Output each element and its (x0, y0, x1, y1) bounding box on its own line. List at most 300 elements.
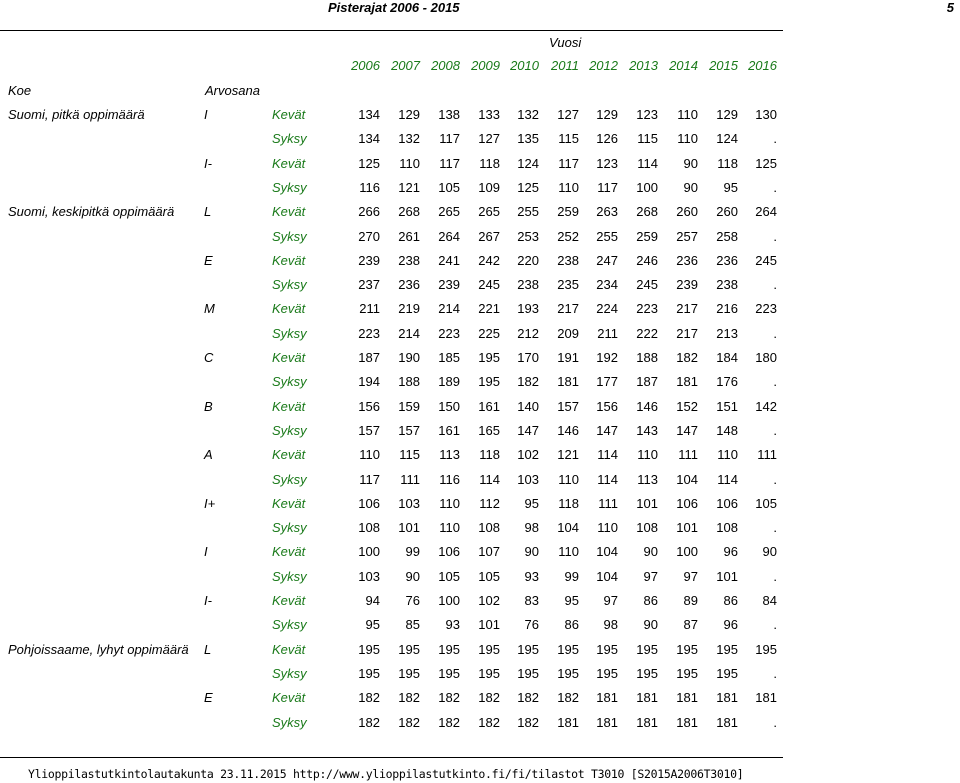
grade-label: I- (204, 155, 212, 171)
score-cell: 110 (359, 447, 380, 463)
score-cell: 114 (479, 471, 500, 487)
score-cell: 101 (398, 520, 420, 536)
score-cell: 100 (636, 179, 658, 195)
score-cell: 221 (478, 301, 500, 317)
term-label: Kevät (272, 544, 306, 560)
score-cell: 267 (478, 228, 500, 244)
score-cell: 245 (478, 277, 500, 293)
score-cell: 263 (596, 204, 618, 220)
table-row (0, 201, 783, 225)
table-row (0, 420, 783, 444)
score-cell: 195 (478, 374, 500, 390)
score-cell: 135 (517, 131, 539, 147)
score-cell: 140 (517, 398, 539, 414)
score-cell: . (773, 471, 777, 487)
score-cell: 181 (557, 374, 579, 390)
year-header-row (0, 58, 783, 76)
score-cell: 105 (755, 495, 777, 511)
score-cell: 182 (358, 690, 380, 706)
score-cell: 103 (517, 471, 539, 487)
score-cell: 100 (358, 544, 380, 560)
table-row (0, 323, 783, 347)
score-cell: 217 (557, 301, 579, 317)
score-cell: 116 (439, 471, 460, 487)
table-row (0, 493, 783, 517)
score-cell: 85 (405, 617, 420, 633)
score-cell: 124 (517, 155, 539, 171)
score-cell: 147 (596, 422, 618, 438)
score-cell: 110 (677, 107, 698, 122)
score-cell: 211 (359, 301, 380, 317)
score-cell: 235 (557, 277, 579, 293)
score-cell: . (773, 665, 777, 681)
score-cell: 90 (683, 155, 698, 171)
table-row (0, 153, 783, 177)
score-cell: 170 (517, 350, 539, 365)
score-cell: 146 (636, 398, 658, 414)
score-cell: 266 (358, 204, 380, 220)
grade-label: C (204, 350, 214, 365)
score-cell: . (773, 520, 777, 536)
term-label: Syksy (272, 520, 307, 536)
score-cell: 238 (716, 277, 738, 293)
table-row (0, 663, 783, 687)
score-cell: 103 (398, 495, 420, 511)
term-label: Syksy (272, 617, 307, 633)
score-cell: . (773, 374, 777, 390)
score-cell: 177 (596, 374, 618, 390)
table-row (0, 541, 783, 565)
table-row (0, 444, 783, 468)
grade-label: L (204, 204, 212, 220)
score-cell: 214 (398, 325, 420, 341)
score-cell: 117 (558, 155, 579, 171)
score-cell: 195 (478, 641, 500, 657)
score-cell: 241 (438, 252, 460, 268)
score-cell: 255 (596, 228, 618, 244)
score-cell: 93 (524, 568, 539, 584)
score-cell: 182 (438, 714, 460, 730)
score-cell: 118 (558, 495, 579, 511)
score-cell: 195 (636, 665, 658, 681)
score-cell: 100 (438, 593, 460, 608)
score-cell: 108 (358, 520, 380, 536)
score-cell: 239 (358, 252, 380, 268)
score-cell: 87 (683, 617, 698, 633)
score-cell: 114 (597, 471, 618, 487)
score-cell: 96 (723, 544, 738, 560)
table-row (0, 469, 783, 493)
score-cell: 111 (598, 495, 618, 511)
score-cell: 110 (558, 471, 579, 487)
term-label: Kevät (272, 641, 306, 657)
term-label: Kevät (272, 301, 306, 317)
score-cell: 157 (557, 398, 579, 414)
score-cell: 108 (636, 520, 658, 536)
score-cell: 181 (557, 714, 579, 730)
score-cell: 117 (439, 131, 460, 147)
year-header-2007: 2007 (391, 58, 420, 73)
score-cell: 195 (755, 641, 777, 657)
year-header-2015: 2015 (709, 58, 738, 73)
term-label: Kevät (272, 155, 306, 171)
grade-label: E (204, 690, 213, 706)
score-cell: 105 (478, 568, 500, 584)
score-cell: 97 (643, 568, 658, 584)
page-number: 5 (946, 0, 954, 15)
score-cell: 100 (676, 544, 698, 560)
score-cell: 161 (478, 398, 500, 414)
score-cell: 159 (398, 398, 420, 414)
term-label: Kevät (272, 447, 306, 463)
score-cell: 129 (596, 107, 618, 122)
score-cell: 252 (557, 228, 579, 244)
score-cell: 103 (358, 568, 380, 584)
score-cell: 110 (439, 520, 460, 536)
score-cell: 181 (636, 714, 658, 730)
score-cell: 130 (755, 107, 777, 122)
grade-label: E (204, 252, 213, 268)
score-cell: 182 (517, 690, 539, 706)
score-cell: 268 (398, 204, 420, 220)
grade-label: I- (204, 593, 212, 608)
score-cell: 95 (564, 593, 579, 608)
score-cell: 102 (517, 447, 539, 463)
year-header-2014: 2014 (669, 58, 698, 73)
score-cell: . (773, 617, 777, 633)
score-cell: 245 (755, 252, 777, 268)
term-label: Syksy (272, 422, 307, 438)
score-cell: 182 (438, 690, 460, 706)
year-group-label: Vuosi (549, 35, 582, 50)
score-cell: 104 (676, 471, 698, 487)
score-cell: 95 (365, 617, 380, 633)
score-cell: 193 (517, 301, 539, 317)
score-cell: 270 (358, 228, 380, 244)
score-cell: 83 (524, 593, 539, 608)
score-cell: 132 (517, 107, 539, 122)
term-label: Kevät (272, 690, 306, 706)
score-cell: 133 (478, 107, 500, 122)
score-cell: 152 (676, 398, 698, 414)
page-title: Pisterajat 2006 - 2015 (328, 0, 460, 15)
score-cell: 129 (716, 107, 738, 122)
score-cell: 84 (762, 593, 777, 608)
score-cell: 101 (676, 520, 698, 536)
score-cell: 195 (478, 665, 500, 681)
year-header-2009: 2009 (471, 58, 500, 73)
term-label: Kevät (272, 495, 306, 511)
score-cell: 90 (683, 179, 698, 195)
score-cell: 110 (439, 495, 460, 511)
year-header-2010: 2010 (510, 58, 539, 73)
score-cell: 192 (596, 350, 618, 365)
score-cell: 234 (596, 277, 618, 293)
score-cell: 265 (478, 204, 500, 220)
score-cell: 90 (762, 544, 777, 560)
score-cell: 189 (438, 374, 460, 390)
score-cell: 156 (596, 398, 618, 414)
score-cell: 106 (676, 495, 698, 511)
term-label: Syksy (272, 714, 307, 730)
score-cell: 245 (636, 277, 658, 293)
score-cell: 237 (358, 277, 380, 293)
score-cell: 187 (358, 350, 380, 365)
term-label: Syksy (272, 665, 307, 681)
score-cell: 213 (716, 325, 738, 341)
score-cell: 182 (517, 714, 539, 730)
score-cell: 126 (596, 131, 618, 147)
score-cell: 146 (557, 422, 579, 438)
score-cell: 132 (398, 131, 420, 147)
score-cell: 105 (438, 568, 460, 584)
score-cell: 187 (636, 374, 658, 390)
score-cell: 239 (676, 277, 698, 293)
score-cell: 195 (716, 665, 738, 681)
score-cell: 86 (643, 593, 658, 608)
score-cell: 253 (517, 228, 539, 244)
score-cell: 216 (716, 301, 738, 317)
score-cell: 239 (438, 277, 460, 293)
score-cell: 104 (596, 568, 618, 584)
score-cell: 220 (517, 252, 539, 268)
table-row (0, 517, 783, 541)
score-cell: 116 (359, 179, 380, 195)
table-row (0, 226, 783, 250)
score-cell: 76 (524, 617, 539, 633)
score-cell: 95 (524, 495, 539, 511)
exam-name: Suomi, pitkä oppimäärä (8, 107, 145, 122)
score-cell: 107 (478, 544, 500, 560)
score-cell: 94 (365, 593, 380, 608)
score-cell: 259 (636, 228, 658, 244)
score-cell: 97 (683, 568, 698, 584)
score-cell: 257 (676, 228, 698, 244)
score-cell: 109 (478, 179, 500, 195)
table-row (0, 250, 783, 274)
score-cell: 223 (358, 325, 380, 341)
score-cell: 113 (439, 447, 460, 463)
score-cell: . (773, 422, 777, 438)
score-cell: 182 (478, 714, 500, 730)
score-cell: 195 (438, 665, 460, 681)
score-cell: 264 (755, 204, 777, 220)
score-cell: 90 (643, 544, 658, 560)
score-cell: 142 (755, 398, 777, 414)
score-cell: 101 (636, 495, 658, 511)
score-cell: 123 (596, 155, 618, 171)
score-cell: 195 (557, 665, 579, 681)
term-label: Kevät (272, 593, 306, 608)
score-cell: 110 (637, 447, 658, 463)
score-cell: 117 (439, 155, 460, 171)
score-cell: 188 (636, 350, 658, 365)
year-header-2016: 2016 (748, 58, 777, 73)
score-cell: . (773, 228, 777, 244)
grade-label: I (204, 544, 208, 560)
score-cell: 195 (358, 641, 380, 657)
score-cell: 188 (398, 374, 420, 390)
score-cell: 165 (478, 422, 500, 438)
term-label: Syksy (272, 131, 307, 147)
score-cell: 195 (517, 641, 539, 657)
score-cell: 222 (636, 325, 658, 341)
term-label: Kevät (272, 252, 306, 268)
score-cell: 182 (358, 714, 380, 730)
score-cell: 98 (524, 520, 539, 536)
score-cell: 106 (716, 495, 738, 511)
score-cell: 260 (676, 204, 698, 220)
score-cell: 195 (596, 665, 618, 681)
table-row (0, 298, 783, 322)
score-cell: 143 (636, 422, 658, 438)
exam-name: Suomi, keskipitkä oppimäärä (8, 204, 175, 220)
term-label: Kevät (272, 107, 306, 122)
score-cell: 114 (637, 155, 658, 171)
table-row (0, 396, 783, 420)
score-cell: 104 (557, 520, 579, 536)
term-label: Syksy (272, 277, 307, 293)
score-cell: 157 (358, 422, 380, 438)
score-cell: 180 (755, 350, 777, 365)
score-cell: 212 (517, 325, 539, 341)
score-cell: 111 (400, 471, 420, 487)
score-cell: 114 (717, 471, 738, 487)
score-cell: 217 (676, 301, 698, 317)
year-header-2008: 2008 (431, 58, 460, 73)
year-header-2012: 2012 (589, 58, 618, 73)
term-label: Kevät (272, 204, 306, 220)
score-cell: 117 (597, 179, 618, 195)
score-cell: 195 (676, 641, 698, 657)
score-cell: 105 (438, 179, 460, 195)
term-label: Kevät (272, 350, 306, 365)
score-cell: 115 (399, 447, 420, 463)
footer-divider (0, 757, 783, 758)
page-header (0, 0, 960, 18)
score-cell: 181 (596, 690, 618, 706)
score-cell: 95 (723, 179, 738, 195)
score-cell: 258 (716, 228, 738, 244)
score-cell: 101 (478, 617, 500, 633)
score-cell: 181 (716, 714, 738, 730)
score-cell: 195 (398, 641, 420, 657)
score-cell: 118 (479, 155, 500, 171)
score-cell: 181 (676, 374, 698, 390)
term-label: Syksy (272, 179, 307, 195)
score-cell: 238 (517, 277, 539, 293)
score-cell: 268 (636, 204, 658, 220)
score-cell: 123 (636, 107, 658, 122)
score-cell: 125 (755, 155, 777, 171)
score-cell: 104 (596, 544, 618, 560)
score-cell: 110 (597, 520, 618, 536)
grade-label: A (204, 447, 213, 463)
score-cell: 223 (755, 301, 777, 317)
score-cell: 181 (596, 714, 618, 730)
score-cell: 181 (755, 690, 777, 706)
score-cell: 110 (558, 179, 579, 195)
score-cell: 195 (676, 665, 698, 681)
score-cell: 214 (438, 301, 460, 317)
table-row (0, 177, 783, 201)
score-cell: 182 (557, 690, 579, 706)
year-header-2011: 2011 (551, 58, 579, 73)
score-cell: 223 (636, 301, 658, 317)
score-cell: 261 (398, 228, 420, 244)
score-cell: 148 (716, 422, 738, 438)
score-cell: 161 (438, 422, 460, 438)
score-cell: 108 (478, 520, 500, 536)
score-cell: 195 (557, 641, 579, 657)
term-label: Syksy (272, 471, 307, 487)
score-cell: 76 (405, 593, 420, 608)
term-label: Kevät (272, 398, 306, 414)
score-cell: 211 (597, 325, 618, 341)
score-cell: 181 (636, 690, 658, 706)
score-cell: 195 (398, 665, 420, 681)
score-cell: 110 (717, 447, 738, 463)
score-cell: 115 (558, 131, 579, 147)
score-cell: 147 (676, 422, 698, 438)
score-cell: 191 (557, 350, 579, 365)
score-cell: 96 (723, 617, 738, 633)
grade-label: M (204, 301, 215, 317)
score-cell: 121 (398, 179, 420, 195)
score-cell: 111 (757, 447, 777, 463)
year-header-2006: 2006 (351, 58, 380, 73)
score-cell: 225 (478, 325, 500, 341)
score-cell: 264 (438, 228, 460, 244)
table-row (0, 347, 783, 371)
score-cell: 127 (557, 107, 579, 122)
score-cell: 134 (358, 131, 380, 147)
table-row (0, 639, 783, 663)
score-cell: 110 (558, 544, 579, 560)
table-row (0, 712, 783, 736)
score-cell: 108 (716, 520, 738, 536)
score-cell: 182 (398, 714, 420, 730)
score-cell: 181 (716, 690, 738, 706)
score-cell: 110 (399, 155, 420, 171)
score-cell: 151 (716, 398, 738, 414)
score-cell: 194 (358, 374, 380, 390)
score-cell: 195 (636, 641, 658, 657)
score-cell: . (773, 131, 777, 147)
score-cell: 98 (603, 617, 618, 633)
score-cell: . (773, 325, 777, 341)
score-cell: 129 (398, 107, 420, 122)
score-cell: 156 (358, 398, 380, 414)
score-cell: 195 (438, 641, 460, 657)
score-cell: 150 (438, 398, 460, 414)
score-cell: 195 (716, 641, 738, 657)
score-cell: 190 (398, 350, 420, 365)
score-cell: 127 (478, 131, 500, 147)
score-cell: 114 (597, 447, 618, 463)
score-cell: 219 (398, 301, 420, 317)
year-header-2013: 2013 (629, 58, 658, 73)
score-cell: 99 (564, 568, 579, 584)
score-cell: 247 (596, 252, 618, 268)
score-cell: 182 (517, 374, 539, 390)
table-row (0, 274, 783, 298)
score-cell: 86 (564, 617, 579, 633)
score-cell: 113 (637, 471, 658, 487)
score-cell: 260 (716, 204, 738, 220)
table-row (0, 371, 783, 395)
grade-label: I+ (204, 495, 216, 511)
